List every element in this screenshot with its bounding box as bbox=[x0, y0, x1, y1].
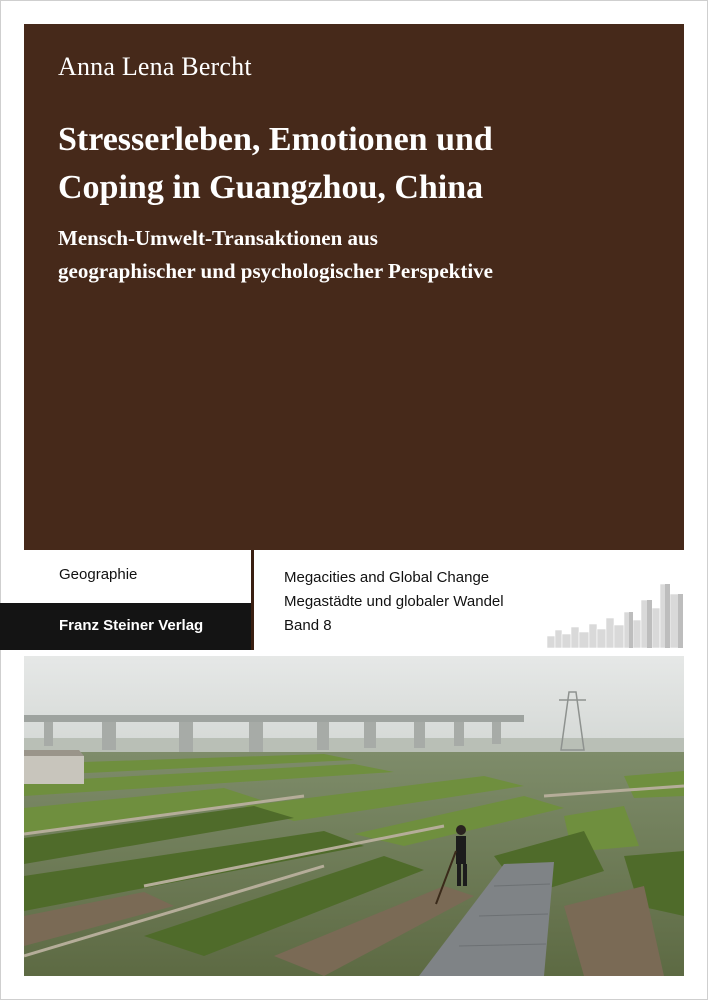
discipline-label: Geographie bbox=[59, 566, 138, 583]
book-title bbox=[58, 116, 668, 212]
book-subtitle bbox=[58, 222, 668, 288]
series-volume: Band 8 bbox=[284, 617, 332, 634]
divider-line bbox=[251, 550, 254, 650]
series-info bbox=[284, 566, 504, 638]
book-title-line-1: Stresserleben, Emotionen und bbox=[58, 121, 493, 158]
publisher-name: Franz Steiner Verlag bbox=[59, 617, 204, 634]
skyline-logo-icon bbox=[545, 578, 685, 648]
series-title-de: Megastädte und globaler Wandel bbox=[284, 593, 504, 610]
book-subtitle-line-2: geographischer und psychologischer Perspektive bbox=[58, 259, 493, 283]
author-name: Anna Lena Bercht bbox=[58, 52, 252, 81]
publisher-bar bbox=[0, 603, 251, 650]
cover-photo bbox=[24, 656, 684, 976]
series-title-en: Megacities and Global Change bbox=[284, 569, 490, 586]
book-subtitle-line-1: Mensch-Umwelt-Transaktionen aus bbox=[58, 226, 378, 250]
book-title-line-2: Coping in Guangzhou, China bbox=[58, 169, 484, 206]
title-panel bbox=[24, 24, 684, 550]
